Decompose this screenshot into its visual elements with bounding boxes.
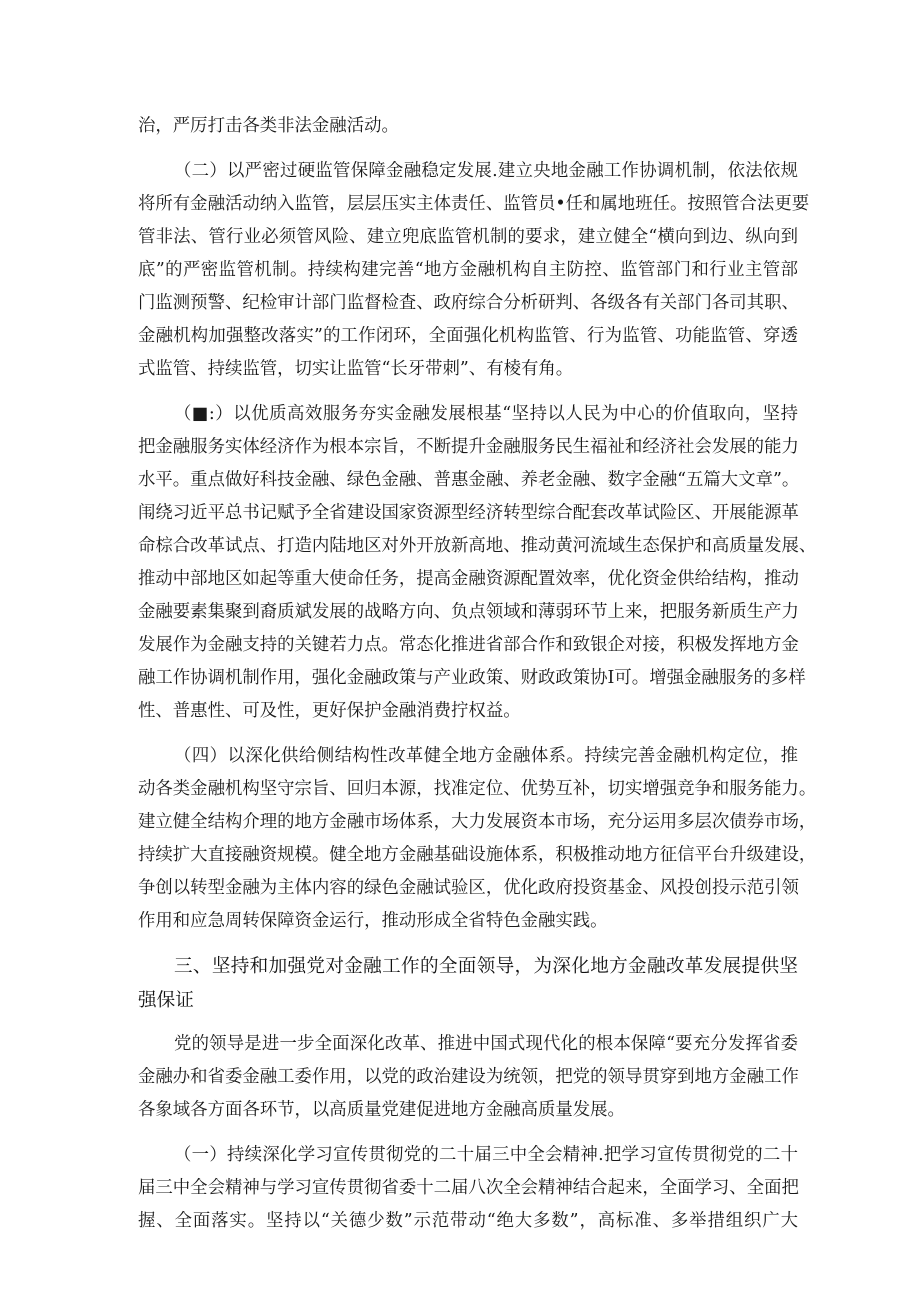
section-heading-three: [138, 950, 798, 1018]
text-line: 管非法、管行业必须管风险、建立兜底监管机制的要求，建立健全“横向到边、纵向到: [138, 227, 798, 247]
text-line: 各象域各方面各环节，以高质量党建促进地方金融高质量发展。: [138, 1100, 625, 1120]
text-line: 握、全面落实。坚持以“关德少数”示范带动“绝大多数”，高标准、多举措组织广大: [138, 1211, 798, 1231]
text-line: 命棕合改革试点、打造内陆地区对外开放新高地、推动黄河流域生态保护和高质量发展、: [138, 536, 817, 556]
text-line: （■:）以优质高效服务夯实金融发展根基“坚持以人民为中心的价值取向，坚持: [174, 404, 798, 424]
paragraph-continuation: [138, 110, 798, 143]
paragraph-service: [138, 398, 817, 728]
heading-line: 三、坚持和加强党对金融工作的全面领导，为深化地方金融改革发展提供坚: [174, 956, 798, 977]
document-page: [138, 110, 817, 1250]
text-line: 争创以转型金融为主体内容的绿色金融试验区，优化政府投资基金、风投创投示范引领: [138, 878, 799, 898]
paragraph-study-plenum: [138, 1139, 798, 1238]
text-line: 发展作为金融支持的关键若力点。常态化推进省部合作和致银企对接，积极发挥地方金: [138, 635, 799, 655]
text-line: 届三中全会精神与学习宣传贯彻省委十二届八次全会精神结合起来，全面学习、全面把: [138, 1178, 799, 1198]
text-line: 推动中部地区如起等重大使命任务，提高金融资源配置效率，优化资金供给结构，推动: [138, 569, 799, 589]
text-line: 党的领导是进一步全面深化改革、推进中国式现代化的根本保障“要充分发挥省委: [174, 1034, 798, 1054]
text-line: 动各类金融机构坚守宗旨、回归本源，找准定位、优势互补，切实增强竞争和服务能力。: [138, 779, 817, 799]
text-line: 水平。重点做好科技金融、绿色金融、普惠金融、养老金融、数字金融“五篇大文章”。: [138, 470, 800, 490]
text-line: 金融要素集聚到裔质斌发展的战略方向、负点领域和薄弱环节上来，把服务新质生产力: [138, 602, 799, 622]
text-line: （一）持续深化学习宣传贯彻党的二十届三中全会精神.把学习宣传贯彻党的二十: [174, 1145, 798, 1165]
text-line: 将所有金融活动纳入监管，层层压实主体责任、监管员•任和属地班任。按照管合法更要: [138, 194, 810, 214]
text-line: 把金融服务实体经济作为根本宗旨，不断提升金融服务民生福祉和经济社会发展的能力: [138, 437, 799, 457]
text-line: 门监测预警、纪检审计部门监督检査、政府综合分析研判、各级各有关部门各司其职、: [138, 293, 799, 313]
text-line: 性、普惠性、可及性，更好保护金融消费拧权益。: [138, 701, 521, 721]
text-line: 治，严厉打击各类非法金融活动。: [138, 116, 399, 136]
text-line: 作用和应急周转保障资金运行，推动形成全省特色金融实践。: [138, 911, 608, 931]
paragraph-regulation: [138, 155, 810, 386]
text-line: 建立健全结构介理的地方金融市场体系，大力发展资本市场，充分运用多层次债券市场，: [138, 812, 817, 832]
text-line: 底”的严密监管机制。持续构建完善“地方金融机构自主防控、监管部门和行业主管部: [138, 260, 798, 280]
text-line: 持续扩大直接融资规模。健全地方金融基础设施体系，积极推动地方征信平台升级建设，: [138, 845, 817, 865]
text-line: 金融机构加强整改落实”的工作闭环，全面强化机构监管、行为监管、功能监管、穿透: [138, 326, 798, 346]
heading-line: 强保证: [138, 990, 194, 1011]
paragraph-party-leadership: [138, 1028, 798, 1127]
text-line: （四）以深化供给侧结构性改革健全地方金融体系。持续完善金融机构定位，推: [174, 746, 798, 766]
text-line: （二）以严密过硬监管保障金融稳定发展.建立央地金融工作协调机制，依法依规: [174, 161, 798, 181]
text-line: 金融办和省委金融工委作用，以党的政治建设为统领，把党的领导贯穿到地方金融工作: [138, 1067, 799, 1087]
text-line: 闱绕习近平总书记赋予全省建设国家资源型经济转型综合配套改革试险区、开展能源革: [138, 503, 799, 523]
text-line: 式监管、持续监管，切实让监管“长牙带刺”、有棱有角。: [138, 359, 574, 379]
paragraph-supply-side-reform: [138, 740, 817, 938]
text-line: 融工作协调机制作用，强化金融政策与产业政策、财政政策协I可。增强金融服务的多样: [138, 668, 806, 688]
